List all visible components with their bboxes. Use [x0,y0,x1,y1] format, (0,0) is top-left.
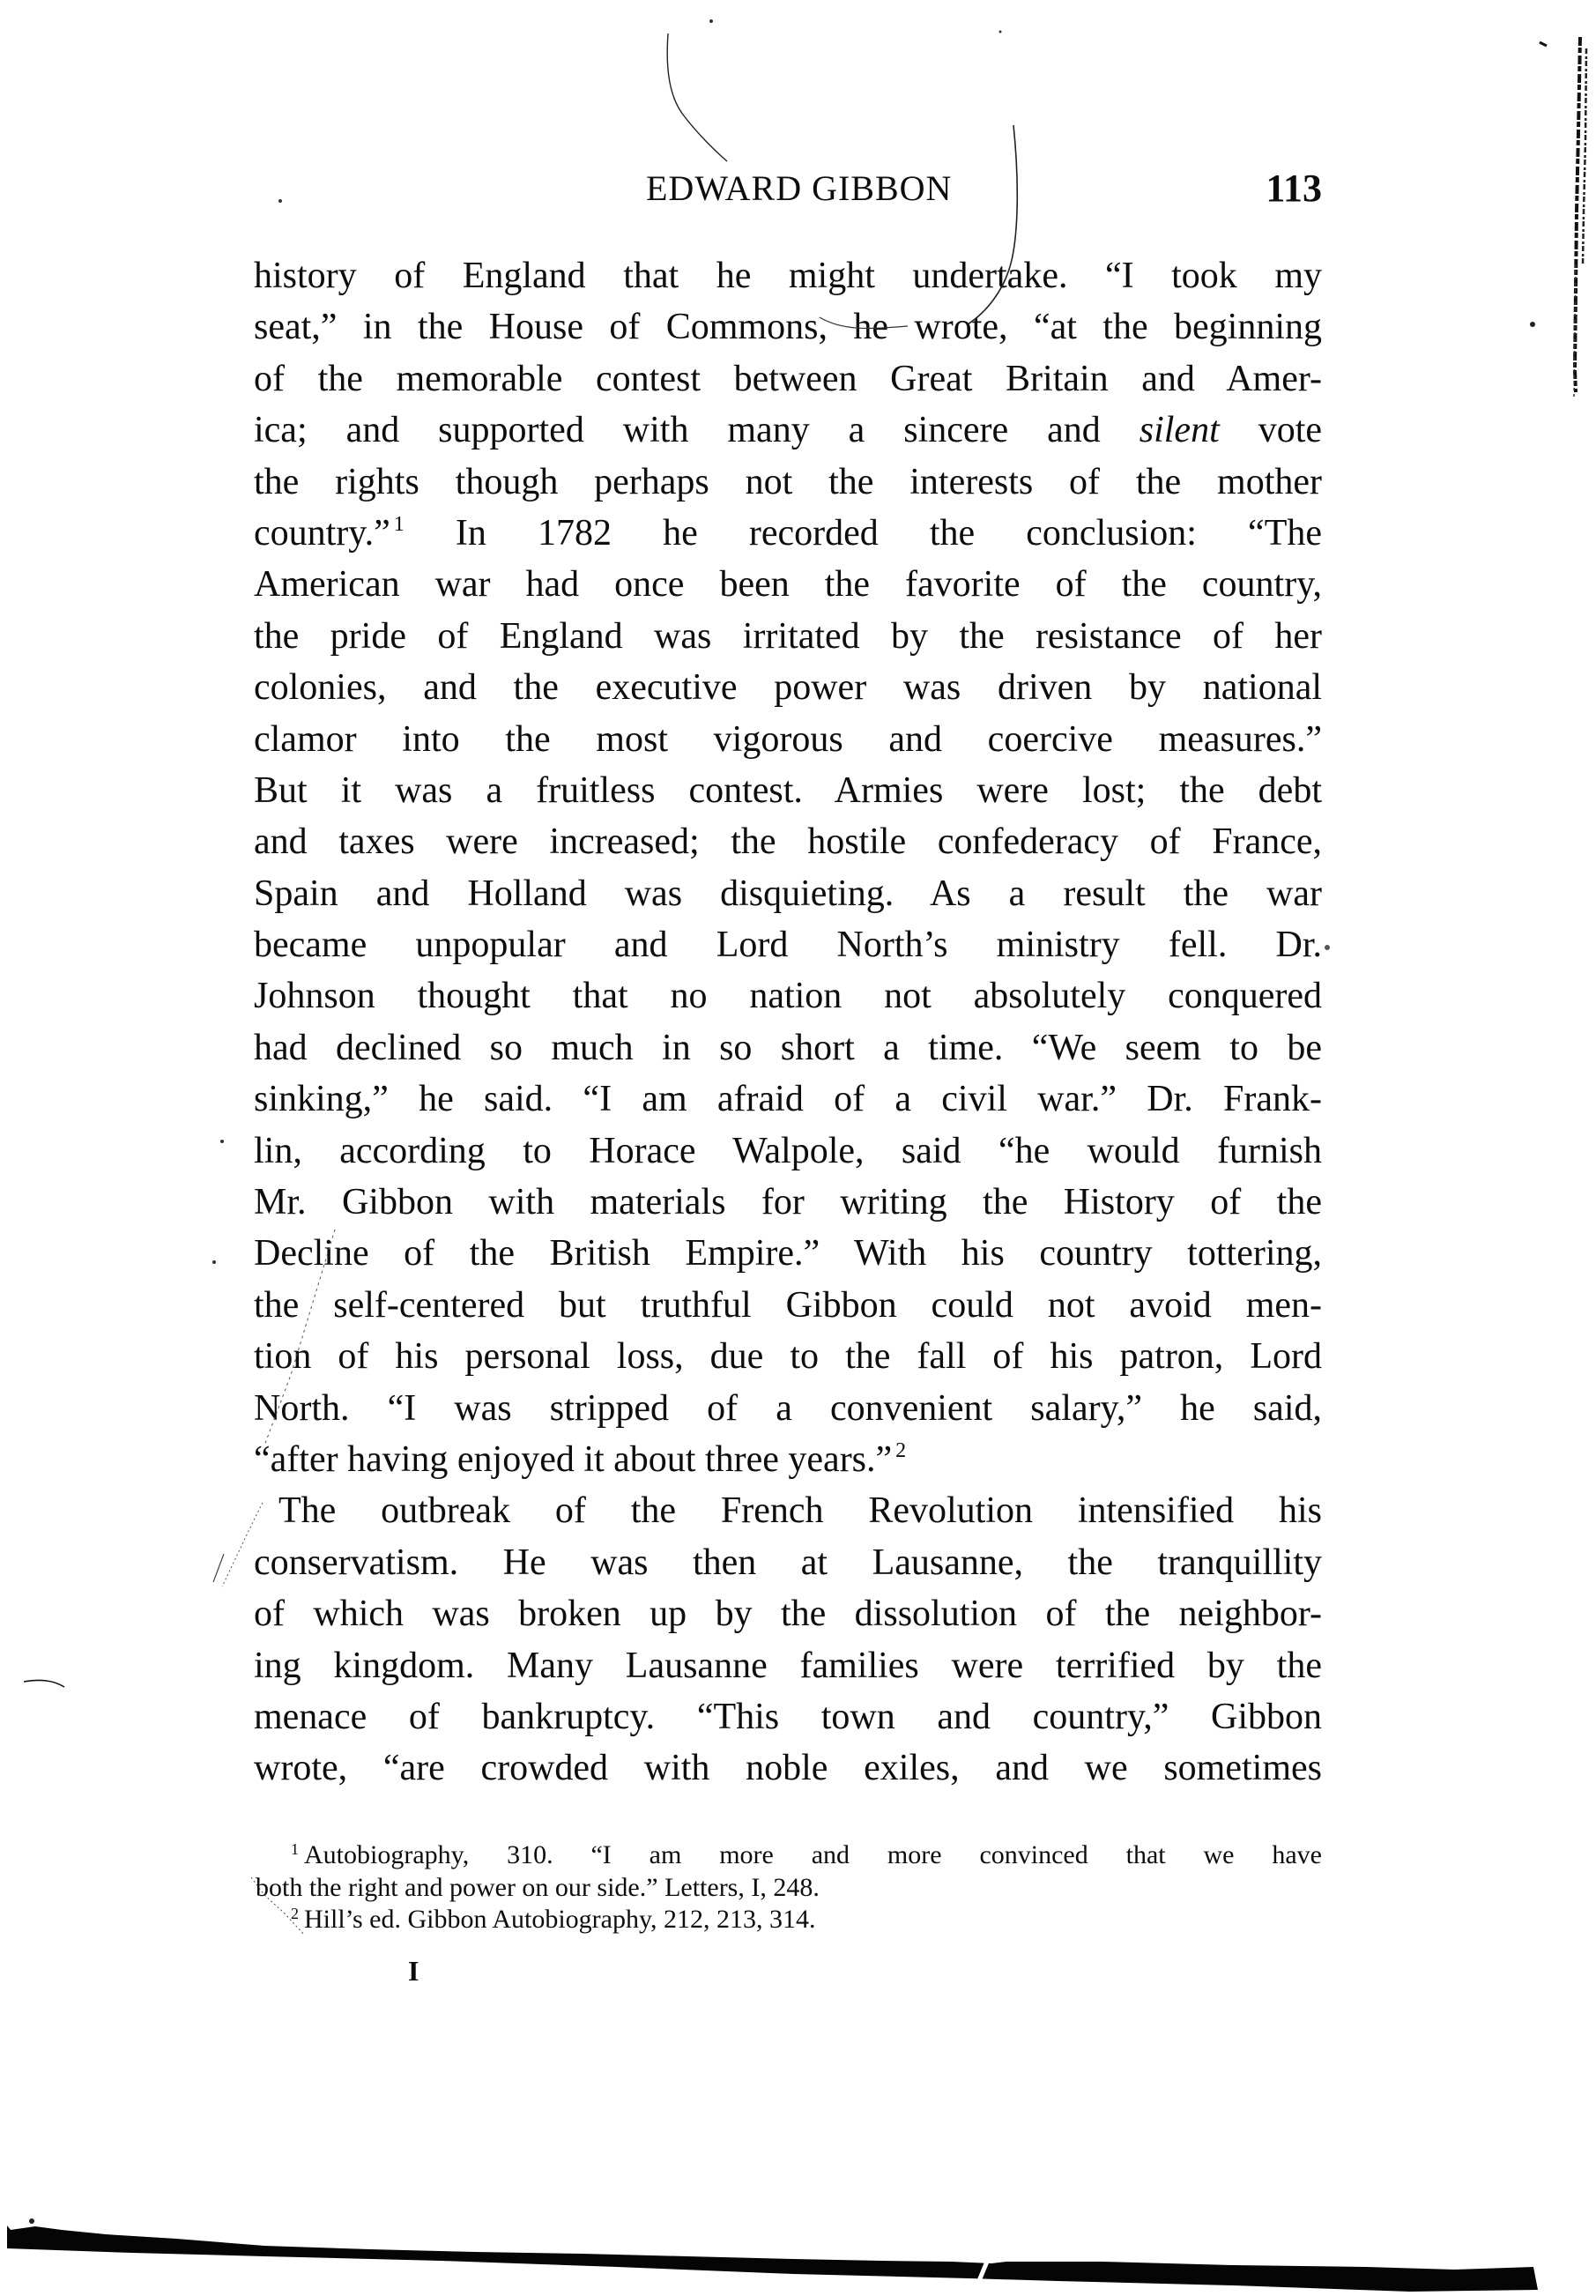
footnote-2 [256,1904,1322,1936]
binding-edge-shadow [1574,264,1576,397]
text-line: North. “I was stripped of a convenient salary,” he said, [254,1387,1322,1429]
binding-edge-shadow [1583,48,1586,264]
speck [1540,42,1547,46]
text-line [254,508,1322,559]
footnote-1-continued: both the right and power on our side.” Letters, I, 248. [256,1872,820,1902]
text-line: the self-centered but truthful Gibbon could not avoid men- [254,1284,1322,1326]
footnote-1 [256,1839,1322,1872]
text-line: the pride of England was irritated by the resistance of her [254,615,1322,657]
text-line: Johnson thought that no nation not absolutely conquered [254,976,1322,1017]
footnote-marker-1: 1 [291,1840,299,1858]
speck [212,1260,216,1264]
bottom-edge-shadow [7,2225,1538,2292]
speck [29,2218,34,2224]
footnote-text: Hill’s ed. Gibbon Autobiography, 212, 213, 314. [304,1905,816,1934]
body-text [254,250,1322,1794]
text-line [254,1434,1322,1485]
text-line: the rights though perhaps not the interests of the mother [254,461,1322,502]
text-line: seat,” in the House of Commons, he wrote, “at the beginning [254,307,1322,348]
text-line [254,405,1322,456]
footnote-text: Autobiography, 310. “I am more and more convinced that we have [304,1840,1322,1869]
text-line: sinking,” he said. “I am afraid of a civil war.” Dr. Frank- [254,1079,1322,1120]
signature-mark: I [408,1955,419,1987]
italic-word: silent [1139,410,1220,451]
text-line: clamor into the most vigorous and coercive measures.” [254,718,1322,760]
footnote-ref-1[interactable]: 1 [393,512,405,536]
pencil-mark-margin-tick [213,1554,224,1582]
text-line: tion of his personal loss, due to the fall of his patron, Lord [254,1336,1322,1378]
text-line: American war had once been the favorite of the country, [254,564,1322,606]
text-line: and taxes were increased; the hostile confederacy of France, [254,821,1322,863]
footnotes [256,1839,1322,1936]
text-line: Decline of the British Empire.” With his country tottering, [254,1233,1322,1274]
text-line: colonies, and the executive power was driven by national [254,667,1322,709]
text-line: But it was a fruitless contest. Armies were lost; the debt [254,769,1322,811]
text-segment: In 1782 he recorded the conclusion: “The [455,512,1322,554]
speck [709,19,713,23]
speck [1325,945,1330,950]
text-segment: vote [1258,410,1323,451]
bottom-edge-gap [978,2262,987,2283]
pencil-mark-curve [667,33,727,161]
text-line: history of England that he might undertake. “I took my [254,256,1322,296]
text-line: conservatism. He was then at Lausanne, the tranquillity [254,1542,1322,1583]
text-line: wrote, “are crowded with noble exiles, and we sometimes [254,1748,1322,1789]
pencil-mark-margin-squiggle [24,1680,64,1687]
paragraph-start-line: The outbreak of the French Revolution intensified his [278,1490,1322,1532]
text-line: Spain and Holland was disquieting. As a result the war [254,873,1322,914]
text-line: became unpopular and Lord North’s ministry fell. Dr. [254,925,1322,966]
text-line: Mr. Gibbon with materials for writing the History of the [254,1182,1322,1223]
text-line: of which was broken up by the dissolution of the neighbor- [254,1594,1322,1635]
text-segment: ica; and supported with many a sincere and [254,410,1101,451]
text-line: lin, according to Horace Walpole, said “he would furnish [254,1130,1322,1171]
speck [220,1140,224,1143]
text-line: had declined so much in so short a time. “We seem to be [254,1027,1322,1068]
running-head [254,167,1322,212]
running-title: EDWARD GIBBON [646,168,953,208]
footnote-marker-2: 2 [291,1905,299,1922]
text-segment: country.” [254,512,390,554]
text-line: ing kingdom. Many Lausanne families were terrified by the [254,1645,1322,1686]
text-line: menace of bankruptcy. “This town and country,” Gibbon [254,1696,1322,1737]
text-line: of the memorable contest between Great Britain and Amer- [254,358,1322,399]
page-number: 113 [1266,167,1322,210]
speck [1530,322,1535,327]
footnote-ref-2[interactable]: 2 [895,1438,907,1462]
binding-edge-shadow [1575,37,1580,392]
text-segment: “after having enjoyed it about three years.” [254,1438,893,1480]
speck [999,31,1002,33]
